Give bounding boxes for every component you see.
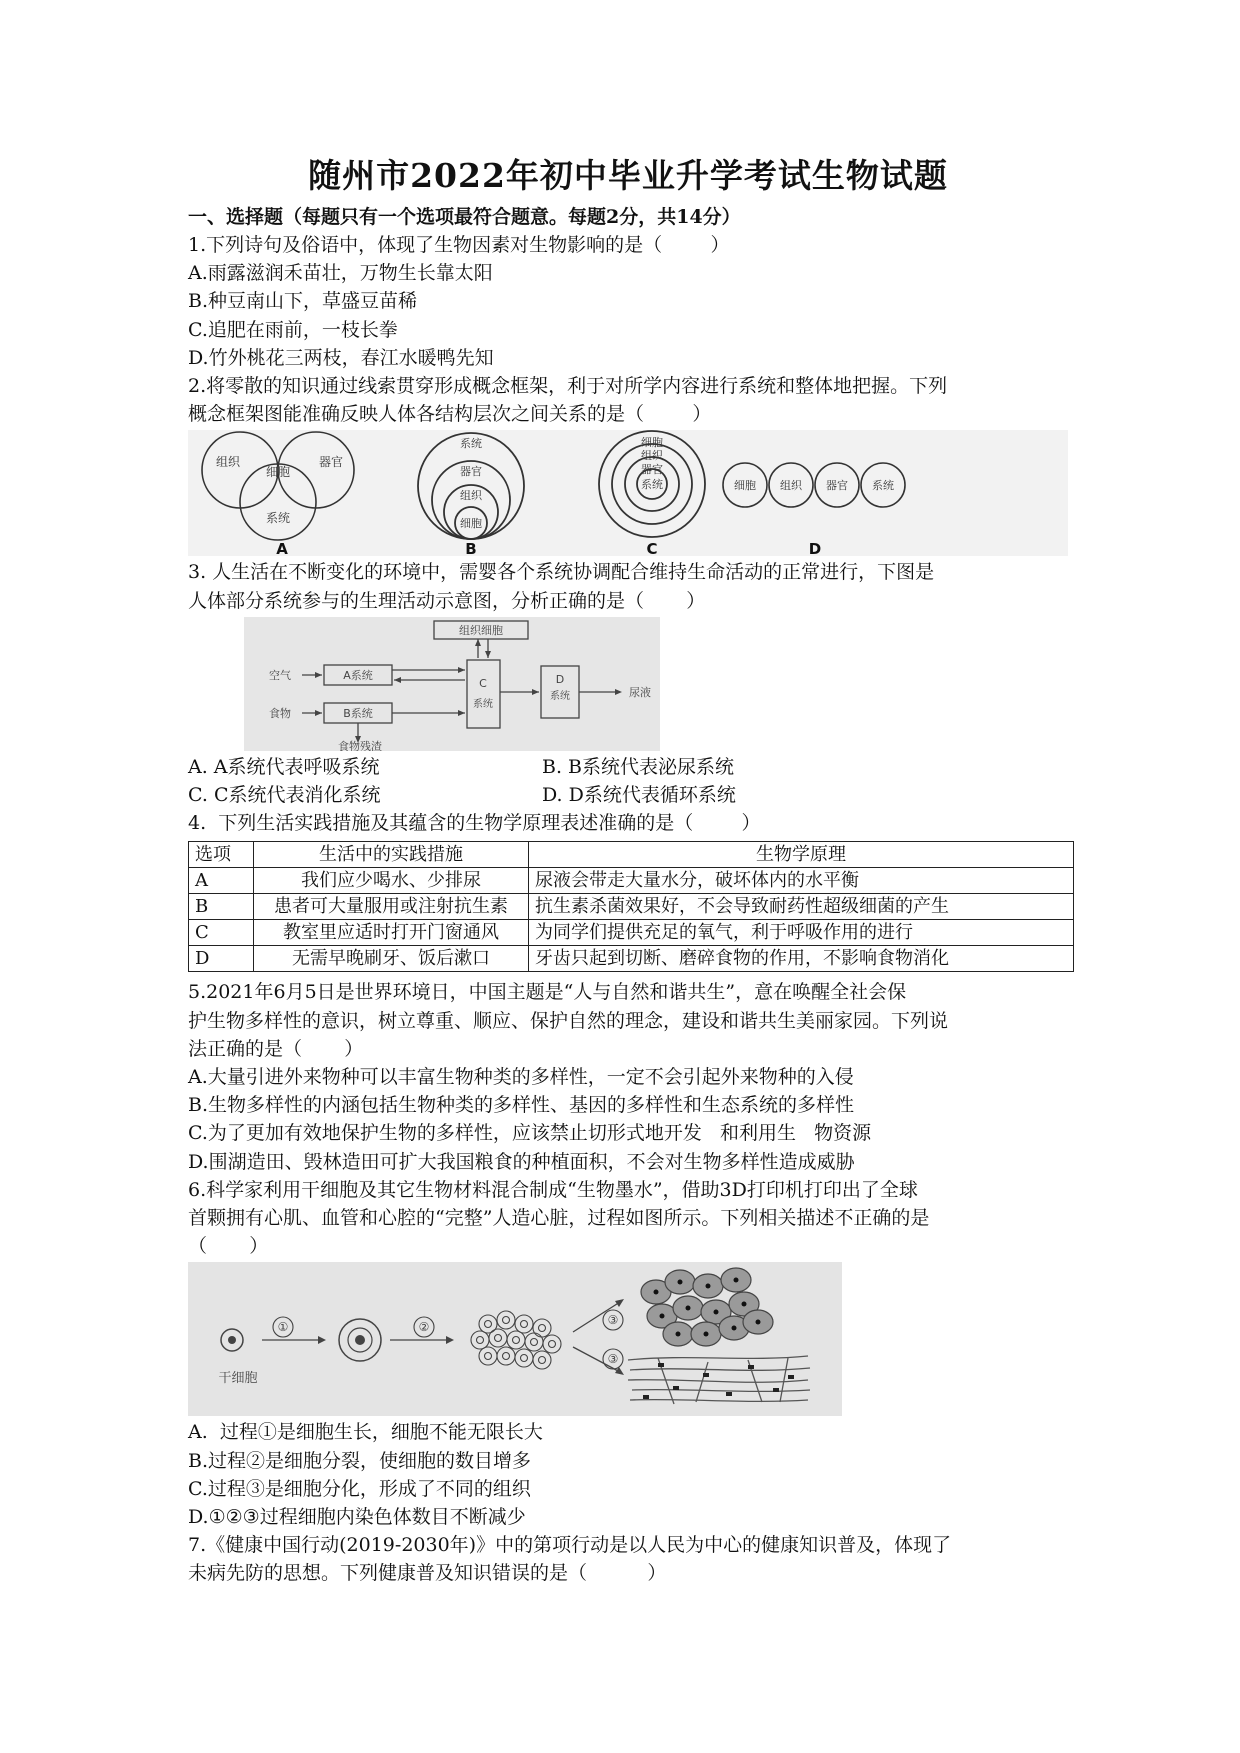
option-b: B.种豆南山下，草盛豆苗稀	[188, 290, 418, 313]
venn-organ-label: 器官	[318, 455, 344, 470]
tissue-cell-nucleus	[654, 1290, 659, 1295]
tissue-cell-nucleus	[676, 1332, 681, 1337]
system-b-label: B系统	[343, 706, 373, 720]
question-stem-line: 法正确的是（ ）	[188, 1037, 364, 1060]
practice-table	[188, 841, 1074, 972]
food-label: 食物	[269, 706, 291, 720]
row-practice: 教室里应适时打开门窗通风	[254, 920, 529, 946]
system-d-label: 系统	[550, 690, 570, 702]
tissue-cell-nucleus	[756, 1320, 761, 1325]
nested-b-tissue: 组织	[460, 489, 482, 503]
question-stem-line: 首颗拥有心肌、血管和心腔的“完整”人造心脏，过程如图所示。下列相关描述不正确的是	[188, 1207, 930, 1230]
system-c-letter: C	[479, 676, 487, 690]
table-header-row	[189, 842, 1074, 868]
option-a: A.大量引进外来物种可以丰富生物种类的多样性，一定不会引起外来物种的入侵	[188, 1066, 854, 1089]
tissue-cell-nucleus	[734, 1278, 739, 1283]
option-c: C.为了更加有效地保护生物的多样性，应该禁止切形式地开发 和利用生 物资源	[188, 1122, 872, 1145]
figure-background	[244, 617, 660, 751]
label-b: B	[465, 540, 477, 557]
row-practice: 患者可大量服用或注射抗生素	[254, 894, 529, 920]
chain-organ: 器官	[826, 479, 848, 493]
nested-b-organ: 器官	[460, 465, 482, 479]
option-a: A. A系统代表呼吸系统	[188, 755, 380, 778]
question-2	[188, 372, 1068, 556]
concept-framework-figure	[188, 430, 1068, 556]
label-a: A	[276, 540, 288, 557]
chain-tissue: 组织	[780, 479, 802, 493]
option-d: D.竹外桃花三两枝，春江水暖鸭先知	[188, 346, 494, 369]
table-row	[189, 894, 1074, 920]
question-stem-line: 人体部分系统参与的生理活动示意图，分析正确的是（ ）	[188, 589, 706, 612]
tissue-cell-nucleus	[704, 1332, 709, 1337]
step-1-label: ①	[277, 1320, 289, 1335]
stem-cell-process-figure	[188, 1262, 1068, 1416]
question-stem-line: 未病先防的思想。下列健康普及知识错误的是（ ）	[188, 1562, 667, 1585]
question-stem: 4. 下列生活实践措施及其蕴含的生物学原理表述准确的是（ ）	[188, 812, 761, 835]
row-option: D	[189, 946, 254, 972]
page-title: 随州市2022年初中毕业升学考试生物试题	[308, 156, 948, 195]
figure-background	[188, 430, 1068, 556]
concentric-tissue: 组织	[641, 449, 663, 463]
row-option: A	[189, 868, 254, 894]
venn-system-label: 系统	[265, 511, 291, 526]
question-4	[188, 809, 1068, 972]
option-d: D.①②③过程细胞内染色体数目不断减少	[188, 1506, 526, 1529]
header-practice: 生活中的实践措施	[254, 842, 529, 868]
venn-cell-label: 细胞	[265, 465, 291, 480]
concentric-system: 系统	[641, 478, 663, 492]
question-7	[188, 1531, 1068, 1587]
tissue-cell-nucleus	[678, 1280, 683, 1285]
question-stem-line: 2.将零散的知识通过线索贯穿形成概念框架，利于对所学内容进行系统和整体地把握。下列	[188, 375, 948, 398]
option-a: A.雨露滋润禾苗壮，万物生长靠太阳	[188, 262, 493, 285]
tissue-cell-nucleus	[706, 1284, 711, 1289]
question-5	[188, 978, 1068, 1175]
option-d: D.围湖造田、毁林造田可扩大我国粮食的种植面积，不会对生物多样性造成威胁	[188, 1150, 855, 1173]
row-principle: 牙齿只起到切断、磨碎食物的作用，不影响食物消化	[529, 946, 1074, 972]
urine-label: 尿液	[629, 685, 651, 699]
tissue-cell-nucleus	[660, 1314, 665, 1319]
header-principle: 生物学原理	[529, 842, 1074, 868]
step-3-label-bottom: ③	[607, 1352, 619, 1367]
chain-cell: 细胞	[734, 479, 756, 493]
question-6	[188, 1176, 1068, 1531]
row-practice: 我们应少喝水、少排尿	[254, 868, 529, 894]
tissue-cell-nucleus	[686, 1306, 691, 1311]
header-option: 选项	[189, 842, 254, 868]
nested-b-cell: 细胞	[460, 517, 482, 531]
row-principle: 尿液会带走大量水分，破坏体内的水平衡	[529, 868, 1074, 894]
label-c: C	[646, 540, 658, 557]
venn-tissue-label: 组织	[215, 455, 241, 470]
tissue-cell-nucleus	[732, 1326, 737, 1331]
question-1	[188, 231, 1068, 372]
row-principle: 抗生素杀菌效果好，不会导致耐药性超级细菌的产生	[529, 894, 1074, 920]
option-b: B.过程②是细胞分裂，使细胞的数目增多	[188, 1449, 532, 1472]
option-c: C.追肥在雨前，一枝长拳	[188, 318, 398, 341]
concentric-organ: 器官	[641, 463, 663, 477]
row-practice: 无需早晚刷牙、饭后漱口	[254, 946, 529, 972]
table-row	[189, 946, 1074, 972]
question-stem: 1.下列诗句及俗语中，体现了生物因素对生物影响的是（ ）	[188, 234, 730, 256]
table-row	[189, 868, 1074, 894]
question-stem-line: 3. 人生活在不断变化的环境中，需婴各个系统协调配合维持生命活动的正常进行，下图是	[188, 561, 935, 584]
system-c-label: 系统	[473, 698, 493, 710]
residue-label: 食物残渣	[338, 739, 382, 751]
step-3-label-top: ③	[607, 1313, 619, 1328]
label-d: D	[808, 540, 822, 557]
question-stem-line: 6.科学家利用干细胞及其它生物材料混合制成“生物墨水”，借助3D打印机打印出了全球	[188, 1178, 918, 1201]
option-a: A. 过程①是细胞生长，细胞不能无限长大	[188, 1421, 543, 1444]
row-principle: 为同学们提供充足的氧气，利于呼吸作用的进行	[529, 920, 1074, 946]
question-stem-line: 5.2021年6月5日是世界环境日，中国主题是“人与自然和谐共生”，意在唤醒全社会保	[188, 981, 907, 1004]
question-stem-line: （ ）	[188, 1235, 269, 1258]
tissue-cell-nucleus	[714, 1310, 719, 1315]
small-cell-nucleus	[228, 1336, 236, 1344]
question-3	[188, 558, 1068, 809]
option-d: D. D系统代表循环系统	[542, 784, 736, 807]
table-row	[189, 920, 1074, 946]
question-stem-line: 7.《健康中国行动(2019-2030年)》中的第项行动是以人民为中心的健康知识普及，体现了	[188, 1534, 952, 1557]
system-d-letter: D	[555, 672, 565, 686]
exam-page	[188, 150, 1068, 1588]
row-option: B	[189, 894, 254, 920]
option-b: B.生物多样性的内涵包括生物种类的多样性、基因的多样性和生态系统的多样性	[188, 1094, 855, 1117]
options-grid	[188, 753, 1068, 809]
air-label: 空气	[269, 668, 291, 682]
chain-system: 系统	[872, 479, 894, 493]
option-c: C. C系统代表消化系统	[188, 784, 381, 807]
question-stem-line: 概念框架图能准确反映人体各结构层次之间关系的是（ ）	[188, 403, 712, 426]
concentric-cell: 细胞	[641, 436, 663, 450]
system-a-label: A系统	[343, 668, 373, 682]
tissue-cell-nucleus	[742, 1302, 747, 1307]
question-stem-line: 护生物多样性的意识，树立尊重、顺应、保护自然的理念，建设和谐共生美丽家园。下列说	[188, 1009, 949, 1032]
option-c: C.过程③是细胞分化，形成了不同的组织	[188, 1477, 531, 1500]
body-systems-figure	[188, 617, 1068, 751]
section-heading: 一、选择题（每题只有一个选项最符合题意。每题2分，共14分）	[188, 206, 741, 228]
nested-b-system: 系统	[460, 437, 482, 451]
step-2-label: ②	[418, 1320, 430, 1335]
option-b: B. B系统代表泌尿系统	[542, 755, 735, 778]
tissue-cell-label: 组织细胞	[459, 623, 503, 637]
row-option: C	[189, 920, 254, 946]
stem-cell-label: 干细胞	[218, 1371, 258, 1387]
